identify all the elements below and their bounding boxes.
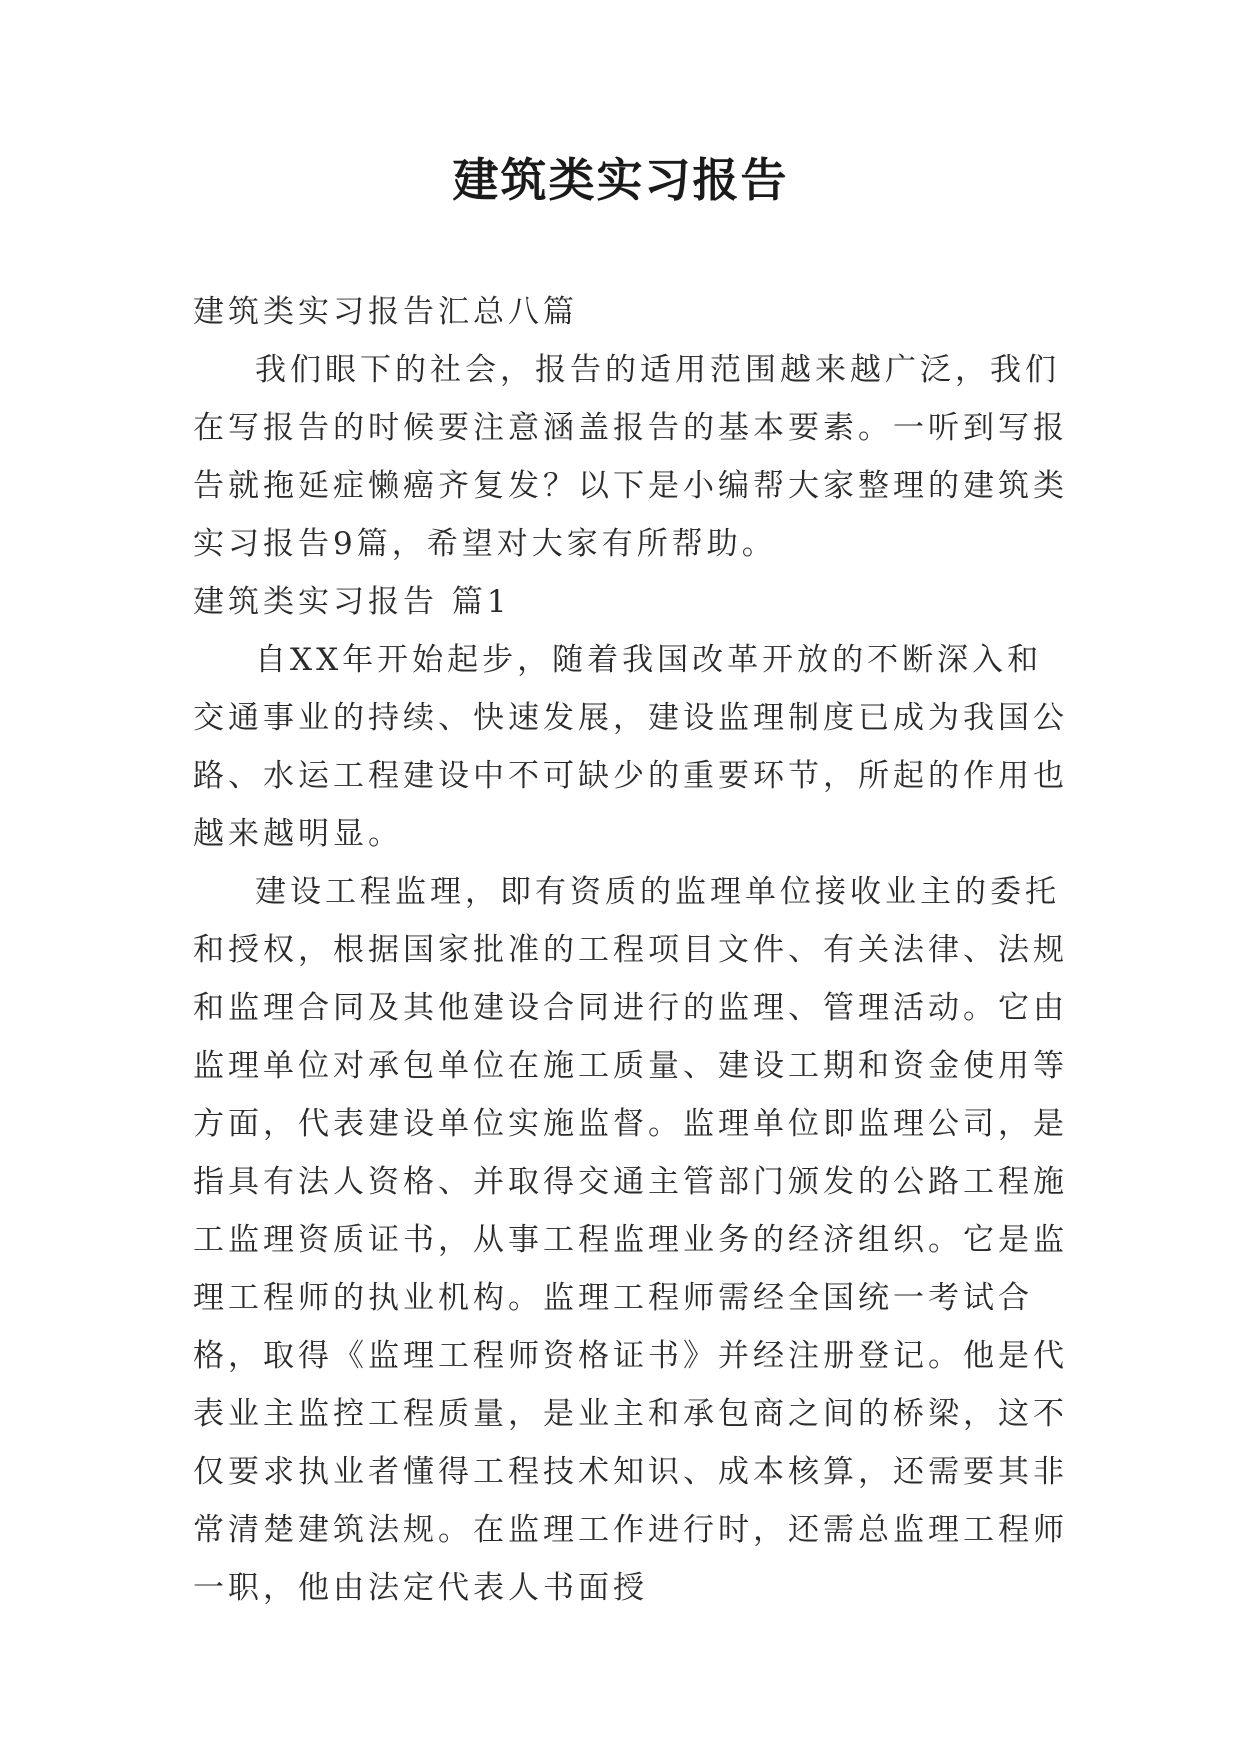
paragraph: 我们眼下的社会，报告的适用范围越来越广泛，我们在写报告的时候要注意涵盖报告的基本要素。一听到写报告就拖延症懒癌齐复发？以下是小编帮大家整理的建筑类实习报告9篇，希望对大家有所帮助。 [193, 352, 1068, 562]
paragraph: 自XX年开始起步，随着我国改革开放的不断深入和交通事业的持续、快速发展，建设监理制度已成为我国公路、水运工程建设中不可缺少的重要环节，所起的作用也越来越明显。 [193, 642, 1068, 852]
document-body [193, 283, 1073, 1617]
document-title: 建筑类实习报告 [452, 153, 789, 207]
paragraph: 建设工程监理，即有资质的监理单位接收业主的委托和授权，根据国家批准的工程项目文件、有关法律、法规和监理合同及其他建设合同进行的监理、管理活动。它由监理单位对承包单位在施工质量、建设工期和资金使用等方面，代表建设单位实施监督。监理单位即监理公司，是指具有法人资格、并取得交通主管部门颁发的公路工程施工监理资质证书，从事工程监理业务的经济组织。它是监理工程师的执业机构。监理工程师需经全国统一考试合格，取得《监理工程师资格证书》并经注册登记。他是代表业主监控工程质量，是业主和承包商之间的桥梁，这不仅要求执业者懂得工程技术知识、成本核算，还需要其非常清楚建筑法规。在监理工作进行时，还需总监理工程师一职，他由法定代表人书面授 [193, 874, 1068, 1606]
section-heading: 建筑类实习报告汇总八篇 [193, 294, 578, 330]
section-heading: 建筑类实习报告 篇1 [193, 584, 511, 620]
